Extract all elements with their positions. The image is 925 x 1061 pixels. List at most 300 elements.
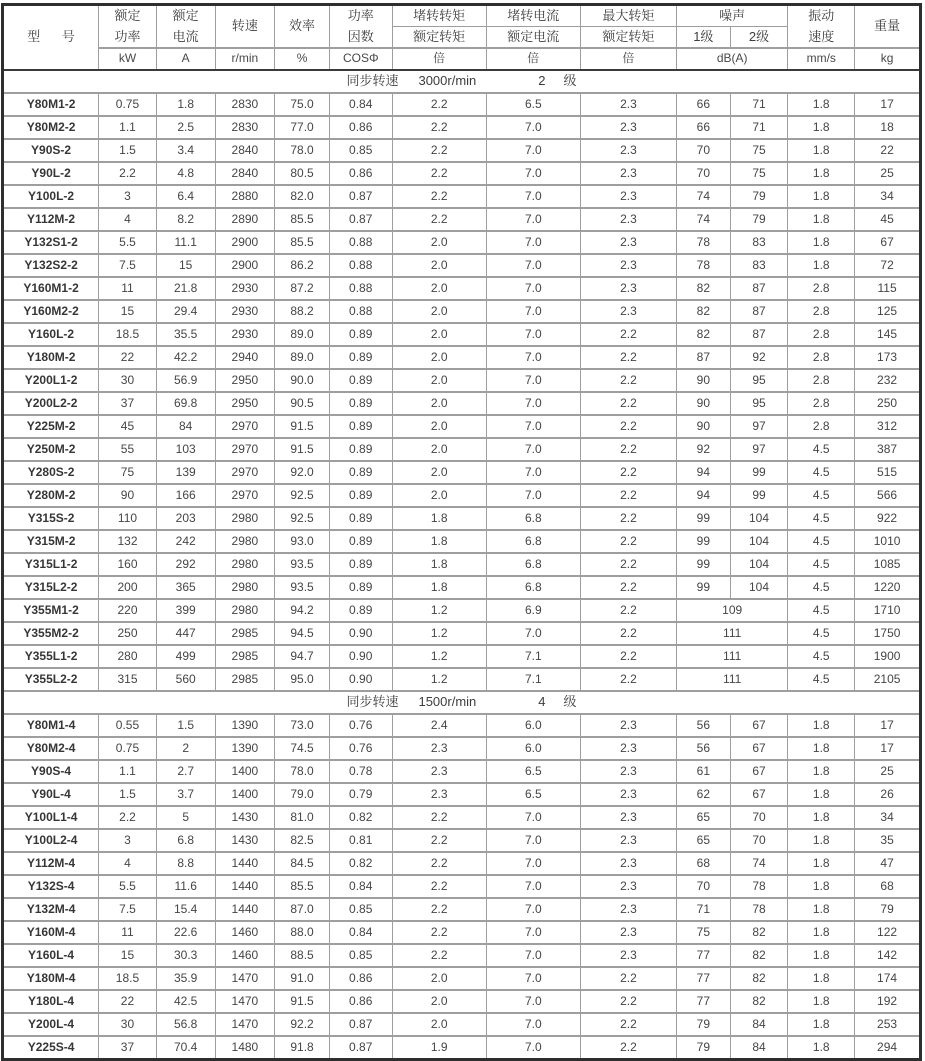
- header-rated-power-line2: 功率: [99, 27, 157, 49]
- cell-value: 2.2: [392, 208, 486, 231]
- cell-value: 11: [99, 921, 157, 944]
- cell-value: 95: [730, 392, 788, 415]
- cell-value: 1480: [215, 1036, 275, 1060]
- table-row: [3, 829, 921, 852]
- cell-value: 22.6: [156, 921, 215, 944]
- cell-value: 11: [99, 277, 157, 300]
- cell-value: 2.2: [580, 553, 676, 576]
- cell-value: 2.3: [580, 875, 676, 898]
- cell-value: 115: [855, 277, 921, 300]
- cell-value: 2.2: [580, 484, 676, 507]
- cell-value: 1.9: [392, 1036, 486, 1060]
- cell-model: Y315L2-2: [3, 576, 99, 599]
- cell-value: 75: [730, 139, 788, 162]
- cell-value: 85.5: [275, 208, 330, 231]
- header-vibration-line2: 速度: [788, 27, 855, 49]
- section-title-suffix: 级: [563, 73, 577, 89]
- cell-value: 2.2: [580, 369, 676, 392]
- cell-value: 1900: [855, 645, 921, 668]
- cell-value: 93.5: [275, 576, 330, 599]
- cell-value: 0.89: [329, 323, 392, 346]
- cell-value: 7.5: [99, 254, 157, 277]
- cell-value: 4.5: [788, 530, 855, 553]
- cell-value: 0.88: [329, 254, 392, 277]
- cell-value: 365: [156, 576, 215, 599]
- table-row: [3, 93, 921, 116]
- cell-value: 560: [156, 668, 215, 691]
- cell-value: 68: [677, 852, 731, 875]
- cell-value: 7.0: [486, 944, 580, 967]
- cell-value: 92.2: [275, 1013, 330, 1036]
- cell-value: 1.8: [788, 116, 855, 139]
- cell-value: 90: [677, 369, 731, 392]
- cell-value: 29.4: [156, 300, 215, 323]
- cell-value: 0.87: [329, 1013, 392, 1036]
- cell-value: 2980: [215, 530, 275, 553]
- cell-value: 99: [677, 507, 731, 530]
- cell-model: Y132S2-2: [3, 254, 99, 277]
- cell-model: Y180M-4: [3, 967, 99, 990]
- cell-value: 294: [855, 1036, 921, 1060]
- section-title-prefix: 同步转速: [346, 73, 399, 89]
- cell-value: 1.8: [788, 921, 855, 944]
- cell-value: 67: [730, 760, 788, 783]
- cell-value: 90: [677, 392, 731, 415]
- table-row: [3, 231, 921, 254]
- section-title-poles: 4: [538, 694, 546, 710]
- cell-value: 2.2: [580, 346, 676, 369]
- table-row: [3, 461, 921, 484]
- header-units-row: [3, 48, 921, 70]
- cell-value: 45: [855, 208, 921, 231]
- cell-value: 2.3: [580, 852, 676, 875]
- cell-value: 2900: [215, 254, 275, 277]
- cell-value: 65: [677, 829, 731, 852]
- cell-value: 97: [730, 415, 788, 438]
- cell-value: 0.84: [329, 875, 392, 898]
- cell-value: 2.2: [392, 806, 486, 829]
- cell-model: Y80M1-2: [3, 93, 99, 116]
- cell-value: 81.0: [275, 806, 330, 829]
- cell-value: 125: [855, 300, 921, 323]
- cell-value: 1.8: [788, 760, 855, 783]
- section-title-prefix: 同步转速: [346, 694, 399, 710]
- cell-value: 0.88: [329, 277, 392, 300]
- cell-value: 79: [677, 1013, 731, 1036]
- cell-value: 37: [99, 392, 157, 415]
- cell-value: 6.8: [486, 530, 580, 553]
- cell-value: 2.3: [392, 737, 486, 760]
- cell-value: 65: [677, 806, 731, 829]
- cell-value: 2930: [215, 323, 275, 346]
- section-title-poles: 2: [538, 73, 546, 89]
- cell-value: 7.0: [486, 484, 580, 507]
- cell-value: 387: [855, 438, 921, 461]
- table-row: [3, 875, 921, 898]
- cell-value: 94: [677, 484, 731, 507]
- cell-value: 91.5: [275, 438, 330, 461]
- cell-value: 104: [730, 576, 788, 599]
- header-efficiency: 效率: [275, 5, 330, 49]
- cell-value: 1010: [855, 530, 921, 553]
- cell-value: 1.5: [156, 714, 215, 737]
- cell-value: 2.2: [580, 1013, 676, 1036]
- cell-value: 99: [677, 530, 731, 553]
- cell-value: 132: [99, 530, 157, 553]
- cell-value: 1470: [215, 967, 275, 990]
- cell-value: 85.5: [275, 231, 330, 254]
- cell-value: 93.5: [275, 553, 330, 576]
- cell-value: 56: [677, 737, 731, 760]
- cell-value: 91.5: [275, 990, 330, 1013]
- cell-value: 94: [677, 461, 731, 484]
- cell-value: 82: [730, 967, 788, 990]
- cell-value: 160: [99, 553, 157, 576]
- cell-value: 0.89: [329, 599, 392, 622]
- cell-value: 1.8: [788, 714, 855, 737]
- cell-value: 11.1: [156, 231, 215, 254]
- cell-value: 2.2: [99, 162, 157, 185]
- cell-value: 37: [99, 1036, 157, 1060]
- section-title: [3, 691, 921, 714]
- cell-value: 90.5: [275, 392, 330, 415]
- cell-value: 25: [855, 760, 921, 783]
- cell-value: 2.0: [392, 967, 486, 990]
- table-row: [3, 277, 921, 300]
- table-header: [3, 5, 921, 71]
- cell-value: 87: [730, 323, 788, 346]
- header-speed: 转速: [215, 5, 275, 49]
- cell-value: 2.0: [392, 415, 486, 438]
- cell-value: 0.89: [329, 576, 392, 599]
- cell-value: 11.6: [156, 875, 215, 898]
- cell-model: Y80M2-2: [3, 116, 99, 139]
- cell-value: 203: [156, 507, 215, 530]
- cell-model: Y280M-2: [3, 484, 99, 507]
- cell-value: 75: [677, 921, 731, 944]
- cell-value: 7.0: [486, 139, 580, 162]
- cell-value: 2.3: [580, 185, 676, 208]
- cell-value: 315: [99, 668, 157, 691]
- cell-value: 0.89: [329, 461, 392, 484]
- cell-value: 0.85: [329, 898, 392, 921]
- cell-model: Y80M2-4: [3, 737, 99, 760]
- cell-value: 2105: [855, 668, 921, 691]
- table-row: [3, 576, 921, 599]
- cell-value: 0.89: [329, 392, 392, 415]
- cell-value: 1.8: [788, 254, 855, 277]
- cell-value: 0.87: [329, 208, 392, 231]
- cell-value: 399: [156, 599, 215, 622]
- cell-model: Y315M-2: [3, 530, 99, 553]
- cell-value: 2.2: [580, 392, 676, 415]
- cell-value: 88.5: [275, 944, 330, 967]
- cell-value: 82: [677, 323, 731, 346]
- cell-value: 79: [730, 208, 788, 231]
- cell-value: 7.0: [486, 967, 580, 990]
- cell-value: 78.0: [275, 139, 330, 162]
- cell-value: 74: [730, 852, 788, 875]
- cell-value: 87: [730, 300, 788, 323]
- cell-value: 70.4: [156, 1036, 215, 1060]
- cell-model: Y315L1-2: [3, 553, 99, 576]
- cell-value: 1.8: [788, 139, 855, 162]
- cell-value: 79: [677, 1036, 731, 1060]
- cell-value: 2.2: [580, 967, 676, 990]
- table-row: [3, 162, 921, 185]
- cell-value: 30: [99, 1013, 157, 1036]
- cell-value: 17: [855, 737, 921, 760]
- cell-value: 1.2: [392, 668, 486, 691]
- cell-value: 34: [855, 185, 921, 208]
- cell-value: 2880: [215, 185, 275, 208]
- cell-model: Y180L-4: [3, 990, 99, 1013]
- cell-value: 1.8: [788, 852, 855, 875]
- cell-value: 2.2: [580, 645, 676, 668]
- table-row: [3, 346, 921, 369]
- cell-value: 77: [677, 990, 731, 1013]
- cell-model: Y160L-4: [3, 944, 99, 967]
- cell-value: 2.5: [156, 116, 215, 139]
- cell-model: Y250M-2: [3, 438, 99, 461]
- cell-value: 1470: [215, 990, 275, 1013]
- cell-value: 1.8: [788, 944, 855, 967]
- unit-noise: dB(A): [677, 48, 788, 70]
- cell-value: 232: [855, 369, 921, 392]
- cell-value: 6.0: [486, 714, 580, 737]
- cell-value: 7.0: [486, 990, 580, 1013]
- cell-value: 2.2: [580, 990, 676, 1013]
- cell-value: 2970: [215, 484, 275, 507]
- cell-value: 2.2: [392, 921, 486, 944]
- cell-value: 62: [677, 783, 731, 806]
- cell-value: 174: [855, 967, 921, 990]
- cell-value: 2.2: [580, 576, 676, 599]
- table-row: [3, 806, 921, 829]
- header-rated-current: 额定: [156, 5, 215, 27]
- cell-value: 1.8: [788, 737, 855, 760]
- cell-value: 447: [156, 622, 215, 645]
- cell-value: 2.3: [580, 139, 676, 162]
- cell-value: 75.0: [275, 93, 330, 116]
- cell-model: Y180M-2: [3, 346, 99, 369]
- cell-value: 6.8: [486, 576, 580, 599]
- cell-value: 1.8: [788, 967, 855, 990]
- cell-value: 2900: [215, 231, 275, 254]
- cell-model: Y225S-4: [3, 1036, 99, 1060]
- cell-model: Y100L1-4: [3, 806, 99, 829]
- table-row: [3, 116, 921, 139]
- cell-value: 499: [156, 645, 215, 668]
- cell-value: 2890: [215, 208, 275, 231]
- cell-value: 2985: [215, 668, 275, 691]
- cell-value: 1400: [215, 783, 275, 806]
- cell-value: 72: [855, 254, 921, 277]
- cell-value: 7.0: [486, 921, 580, 944]
- cell-value: 56.8: [156, 1013, 215, 1036]
- cell-value: 8.8: [156, 852, 215, 875]
- section-title-speed: 3000r/min: [418, 73, 477, 89]
- cell-value: 2.3: [580, 944, 676, 967]
- unit-percent: %: [275, 48, 330, 70]
- cell-model: Y355L2-2: [3, 668, 99, 691]
- cell-value: 0.79: [329, 783, 392, 806]
- cell-value: 1430: [215, 829, 275, 852]
- cell-value: 25: [855, 162, 921, 185]
- cell-value: 1.2: [392, 645, 486, 668]
- cell-value: 2.2: [392, 875, 486, 898]
- cell-value: 7.0: [486, 323, 580, 346]
- unit-vibration: mm/s: [788, 48, 855, 70]
- cell-value: 78: [677, 231, 731, 254]
- table-row: [3, 323, 921, 346]
- table-row: [3, 1036, 921, 1060]
- cell-value: 1.8: [788, 875, 855, 898]
- cell-value: 18: [855, 116, 921, 139]
- cell-value: 1.8: [392, 553, 486, 576]
- cell-value: 84: [730, 1036, 788, 1060]
- cell-value: 2.8: [788, 300, 855, 323]
- table-row: [3, 645, 921, 668]
- cell-value: 2980: [215, 576, 275, 599]
- table-row: [3, 185, 921, 208]
- cell-value: 79: [730, 185, 788, 208]
- cell-value: 4.5: [788, 507, 855, 530]
- cell-value: 22: [99, 990, 157, 1013]
- cell-value: 2.3: [580, 231, 676, 254]
- cell-value: 1390: [215, 714, 275, 737]
- cell-value: 2.3: [392, 783, 486, 806]
- cell-value: 1.5: [99, 139, 157, 162]
- cell-value: 83: [730, 254, 788, 277]
- cell-value: 97: [730, 438, 788, 461]
- cell-value: 1.1: [99, 116, 157, 139]
- cell-value: 5.5: [99, 231, 157, 254]
- cell-value: 1.8: [788, 898, 855, 921]
- unit-rpm: r/min: [215, 48, 275, 70]
- cell-value: 71: [730, 116, 788, 139]
- header-noise-grade2: 2级: [730, 27, 788, 49]
- cell-value: 253: [855, 1013, 921, 1036]
- cell-value: 87.2: [275, 277, 330, 300]
- cell-value: 2.0: [392, 277, 486, 300]
- cell-value: 1390: [215, 737, 275, 760]
- cell-value: 6.9: [486, 599, 580, 622]
- cell-value: 2.2: [392, 139, 486, 162]
- cell-value: 1220: [855, 576, 921, 599]
- cell-value: 2.8: [788, 415, 855, 438]
- cell-value: 1470: [215, 1013, 275, 1036]
- cell-value: 1.5: [99, 783, 157, 806]
- cell-value: 3: [99, 185, 157, 208]
- cell-value: 145: [855, 323, 921, 346]
- table-row: [3, 990, 921, 1013]
- cell-value: 7.0: [486, 277, 580, 300]
- table-row: [3, 438, 921, 461]
- table-row: [3, 553, 921, 576]
- cell-value: 2.8: [788, 369, 855, 392]
- cell-value: 86.2: [275, 254, 330, 277]
- cell-value: 2980: [215, 507, 275, 530]
- cell-value: 4.5: [788, 599, 855, 622]
- cell-value: 103: [156, 438, 215, 461]
- cell-value: 2.0: [392, 346, 486, 369]
- cell-value: 2840: [215, 162, 275, 185]
- cell-value: 4.5: [788, 438, 855, 461]
- cell-value: 6.5: [486, 93, 580, 116]
- table-row: [3, 921, 921, 944]
- cell-value: 95.0: [275, 668, 330, 691]
- cell-value: 0.75: [99, 737, 157, 760]
- cell-value: 3: [99, 829, 157, 852]
- cell-value: 78: [730, 898, 788, 921]
- cell-value: 192: [855, 990, 921, 1013]
- cell-value: 70: [677, 139, 731, 162]
- cell-value: 35.9: [156, 967, 215, 990]
- table-row: [3, 737, 921, 760]
- cell-value: 95: [730, 369, 788, 392]
- cell-value: 1.8: [788, 829, 855, 852]
- cell-model: Y100L-2: [3, 185, 99, 208]
- section-title-speed: 1500r/min: [418, 694, 477, 710]
- cell-value: 1.8: [788, 1013, 855, 1036]
- cell-value: 74: [677, 208, 731, 231]
- cell-value: 66: [677, 93, 731, 116]
- cell-value: 312: [855, 415, 921, 438]
- cell-value: 73.0: [275, 714, 330, 737]
- cell-value: 2.0: [392, 254, 486, 277]
- cell-value: 78: [730, 875, 788, 898]
- cell-value: 2980: [215, 599, 275, 622]
- cell-value: 2950: [215, 392, 275, 415]
- cell-value: 4.8: [156, 162, 215, 185]
- cell-value: 77.0: [275, 116, 330, 139]
- cell-value: 2.0: [392, 484, 486, 507]
- cell-value: 2840: [215, 139, 275, 162]
- cell-model: Y200L-4: [3, 1013, 99, 1036]
- cell-value: 0.84: [329, 921, 392, 944]
- cell-value: 110: [99, 507, 157, 530]
- cell-value: 7.5: [99, 898, 157, 921]
- cell-value: 1440: [215, 875, 275, 898]
- cell-value: 83: [730, 231, 788, 254]
- cell-value: 0.86: [329, 116, 392, 139]
- cell-value: 0.76: [329, 737, 392, 760]
- cell-value: 0.87: [329, 185, 392, 208]
- cell-value: 66: [677, 116, 731, 139]
- cell-value: 1.1: [99, 760, 157, 783]
- cell-value: 250: [99, 622, 157, 645]
- cell-value: 1400: [215, 760, 275, 783]
- cell-value: 90: [677, 415, 731, 438]
- cell-value: 104: [730, 530, 788, 553]
- header-rated-current-line2: 电流: [156, 27, 215, 49]
- cell-value: 280: [99, 645, 157, 668]
- cell-value: 7.1: [486, 645, 580, 668]
- cell-value: 2.2: [580, 323, 676, 346]
- cell-model: Y160M1-2: [3, 277, 99, 300]
- header-weight: 重量: [855, 5, 921, 49]
- cell-value: 55: [99, 438, 157, 461]
- cell-value: 2970: [215, 438, 275, 461]
- unit-max-torque: 倍: [580, 48, 676, 70]
- cell-value: 84.5: [275, 852, 330, 875]
- cell-value: 7.0: [486, 461, 580, 484]
- cell-value: 7.0: [486, 852, 580, 875]
- cell-value: 7.0: [486, 415, 580, 438]
- cell-value: 87: [677, 346, 731, 369]
- unit-cosphi: COSΦ: [329, 48, 392, 70]
